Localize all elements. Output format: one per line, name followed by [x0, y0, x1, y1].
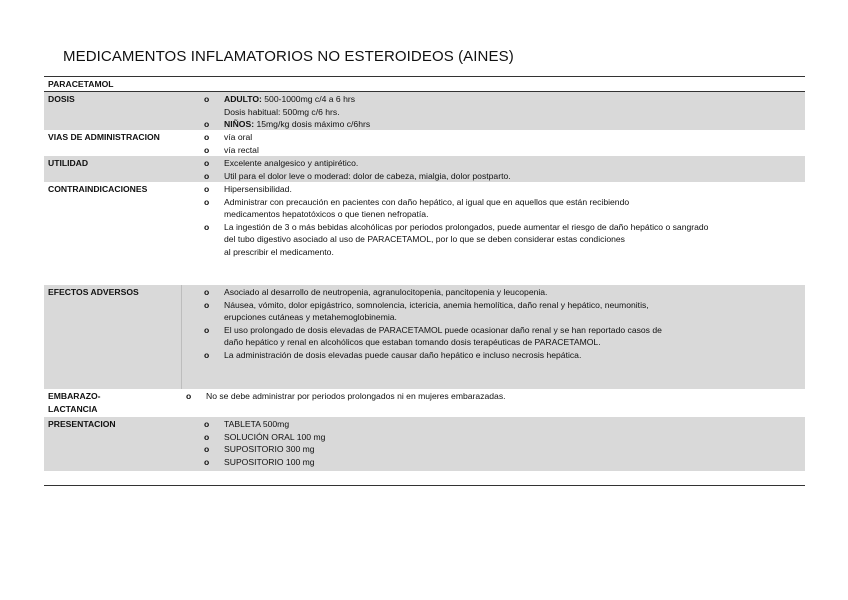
item-text: Náusea, vómito, dolor epigástrico, somnolencia, ictericia, anemia hemolítica, daño renal y hepático, neumonitis,	[224, 299, 649, 310]
item-text: Excelente analgesico y antipirético.	[224, 158, 359, 168]
list-item	[204, 183, 801, 196]
bullet-icon: o	[204, 419, 210, 429]
label-line: EMBARAZO-	[48, 391, 101, 401]
efectos-items	[204, 286, 801, 362]
list-item	[204, 349, 801, 362]
list-item	[186, 390, 801, 403]
list-item	[204, 418, 801, 431]
row-vias	[44, 130, 805, 156]
item-text: No se debe administrar por periodos prolongados ni en mujeres embarazadas.	[206, 391, 506, 401]
dosis-items	[204, 93, 801, 131]
embarazo-items	[186, 390, 801, 403]
bullet-icon: o	[186, 391, 192, 401]
adulto-label: ADULTO:	[224, 94, 262, 104]
list-item	[204, 324, 801, 349]
row-utilidad	[44, 156, 805, 182]
bullet-icon: o	[204, 431, 210, 442]
bullet-icon: o	[204, 221, 210, 232]
bullet-icon: o	[204, 456, 210, 467]
item-text: SOLUCIÓN ORAL 100 mg	[224, 431, 326, 442]
item-text: medicamentos hepatotóxicos o que tienen nefropatía.	[224, 209, 429, 220]
contra-items	[204, 183, 801, 259]
adulto-text: 500-1000mg c/4 a 6 hrs	[261, 94, 356, 104]
list-item	[204, 170, 801, 183]
row-label-utilidad: UTILIDAD	[48, 158, 89, 168]
row-presentacion	[44, 417, 805, 471]
presentacion-items	[204, 418, 801, 468]
item-text: SUPOSITORIO 100 mg	[224, 456, 315, 467]
drug-header-row	[44, 77, 805, 92]
row-label-contraindicaciones: CONTRAINDICACIONES	[48, 184, 148, 194]
item-text: vía oral	[224, 132, 253, 142]
bullet-icon: o	[204, 287, 210, 297]
item-text: La ingestión de 3 o más bebidas alcohólicas por periodos prolongados, puede aumentar el riesgo de daño hepático o sangrado	[224, 221, 709, 232]
vias-items	[204, 131, 801, 156]
row-label-dosis: DOSIS	[48, 94, 75, 104]
row-efectos	[44, 285, 805, 389]
item-text: Util para el dolor leve o moderad: dolor de cabeza, mialgia, dolor postparto.	[224, 170, 511, 181]
row-label-presentacion: PRESENTACION	[48, 419, 116, 429]
drug-table	[44, 76, 805, 486]
list-item	[204, 286, 801, 299]
bullet-icon: o	[204, 444, 210, 455]
column-divider	[181, 285, 182, 389]
item-text: erupciones cutáneas y metahemoglobinemia.	[224, 312, 397, 323]
bullet-icon: o	[204, 119, 210, 130]
list-item	[204, 144, 801, 157]
bullet-icon: o	[204, 349, 210, 360]
bullet-icon: o	[204, 184, 210, 194]
page-title: MEDICAMENTOS INFLAMATORIOS NO ESTEROIDEOS (AINES)	[63, 48, 514, 65]
row-label-embarazo	[48, 390, 178, 415]
row-embarazo	[44, 389, 805, 417]
utilidad-items	[204, 157, 801, 182]
label-line: LACTANCIA	[48, 403, 98, 414]
bullet-icon: o	[204, 299, 210, 310]
item-text: Hipersensibilidad.	[224, 184, 292, 194]
item-text: Administrar con precaución en pacientes con daño hepático, al igual que en aquellos que están recibiendo	[224, 196, 630, 207]
bullet-icon: o	[204, 94, 210, 104]
item-text: El uso prolongado de dosis elevadas de PARACETAMOL puede ocasionar daño renal y se han reportado casos de	[224, 324, 662, 335]
table-bottom-spacer	[44, 471, 805, 485]
bullet-icon: o	[204, 170, 210, 181]
bullet-icon: o	[204, 132, 210, 142]
row-contraindicaciones	[44, 182, 805, 285]
row-label-efectos: EFECTOS ADVERSOS	[48, 287, 139, 297]
list-item	[204, 443, 801, 456]
bullet-icon: o	[204, 144, 210, 155]
adulto-line2: Dosis habitual: 500mg c/6 hrs.	[224, 106, 340, 117]
list-item	[204, 456, 801, 469]
item-text: al prescribir el medicamento.	[224, 246, 334, 257]
list-item	[204, 131, 801, 144]
list-item	[204, 221, 801, 259]
ninos-label: NIÑOS:	[224, 119, 255, 130]
ninos-text: 15mg/kg dosis máximo c/6hrs	[254, 119, 371, 130]
bullet-icon: o	[204, 196, 210, 207]
item-text: TABLETA 500mg	[224, 419, 290, 429]
bullet-icon: o	[204, 158, 210, 168]
list-item	[204, 157, 801, 170]
drug-name: PARACETAMOL	[48, 79, 114, 89]
list-item	[204, 118, 801, 131]
row-label-vias: VIAS DE ADMINISTRACION	[48, 132, 160, 142]
list-item	[204, 299, 801, 324]
list-item	[204, 93, 801, 118]
item-text: del tubo digestivo asociado al uso de PARACETAMOL, por lo que se deben considerar estas condiciones	[224, 234, 625, 245]
row-dosis	[44, 92, 805, 130]
bullet-icon: o	[204, 324, 210, 335]
item-text: Asociado al desarrollo de neutropenia, agranulocitopenia, pancitopenia y leucopenia.	[224, 287, 548, 297]
list-item	[204, 431, 801, 444]
item-text: vía rectal	[224, 144, 259, 155]
list-item	[204, 196, 801, 221]
item-text: La administración de dosis elevadas puede causar daño hepático e incluso necrosis hepática.	[224, 349, 582, 360]
item-text: SUPOSITORIO 300 mg	[224, 444, 315, 455]
item-text: daño hepático y renal en alcohólicos que estaban tomando dosis terapéuticas de PARACETAMOL.	[224, 337, 601, 348]
